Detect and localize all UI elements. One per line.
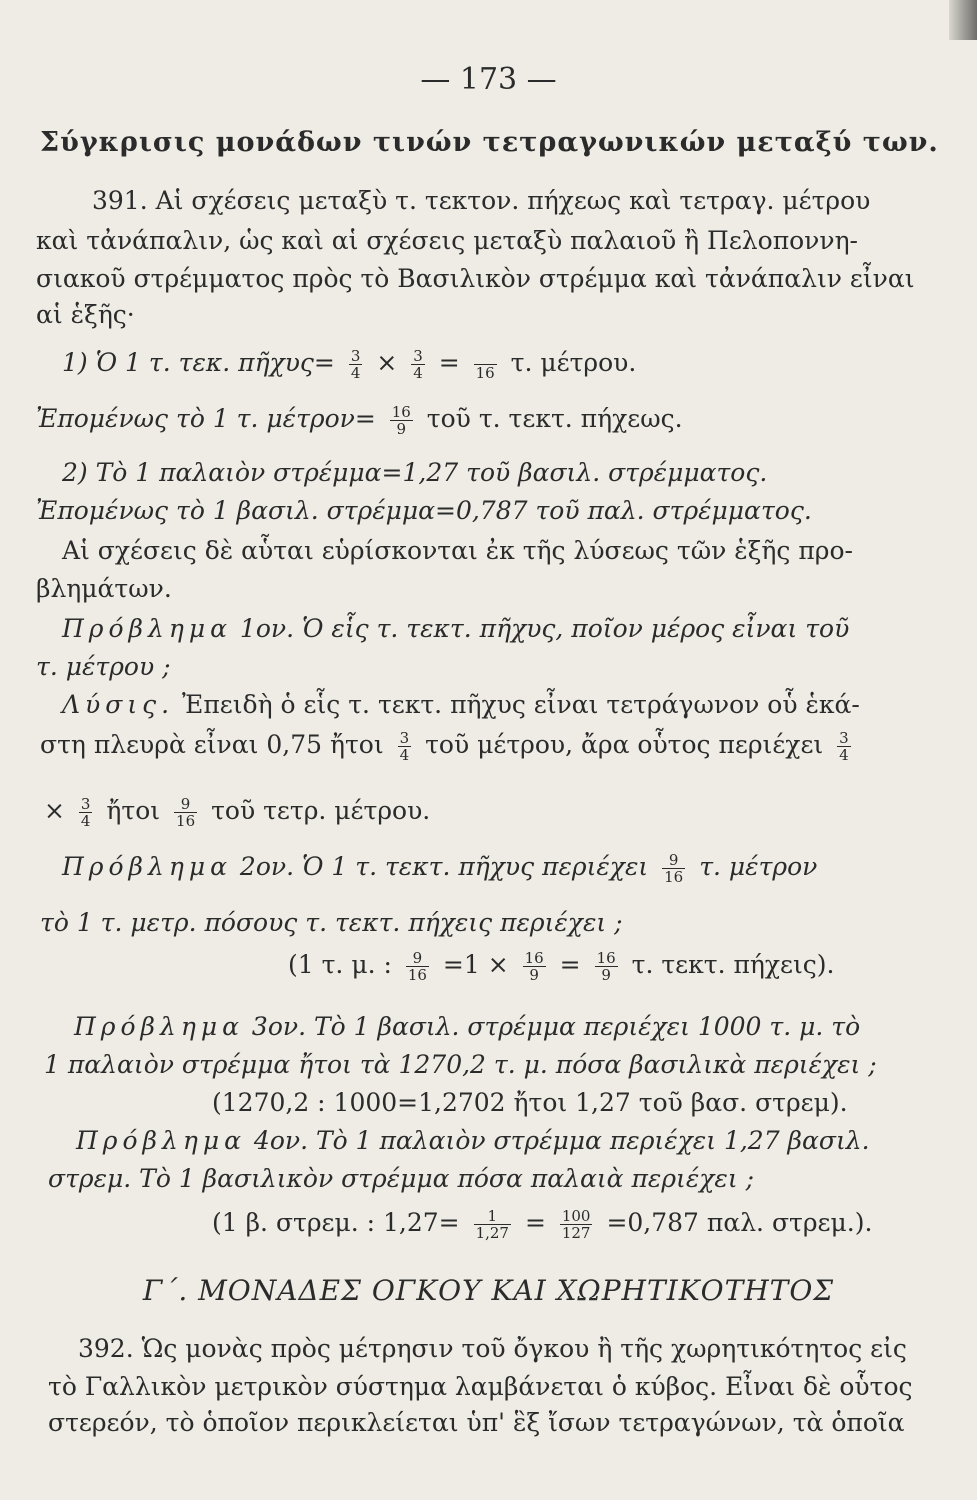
times-sign: × [376, 348, 398, 377]
paragraph-392-line-2: τὸ Γαλλικὸν μετρικὸν σύστημα λαμβάνεται ὁ κύβος. Εἶναι δὲ οὗτος [48, 1372, 913, 1401]
calc-text: (1 τ. μ. : [288, 950, 392, 979]
equation-1 [62, 348, 977, 381]
problem-label: Πρόβλημα [76, 1126, 246, 1155]
fraction: 16 [474, 348, 497, 381]
calc-text: τ. τεκτ. πήχεις). [631, 950, 835, 979]
problem-label: Πρόβλημα [74, 1012, 244, 1041]
problem-3-calculation: (1270,2 : 1000=1,2702 ἤτοι 1,27 τοῦ βασ. στρεμ). [212, 1088, 848, 1117]
paragraph-392-line-1: 392. Ὡς μονὰς πρὸς μέτρησιν τοῦ ὄγκου ἢ τῆς χωρητικότητος εἰς [78, 1334, 907, 1363]
problem-1-text: 1ον. Ὁ εἷς τ. τεκτ. πῆχυς, ποῖον μέρος εἶναι τοῦ [239, 614, 850, 643]
solution-text: στη πλευρὰ εἶναι 0,75 ἤτοι [40, 730, 384, 759]
relations-line-2: βλημάτων. [36, 574, 172, 603]
calc-text: =1 × [442, 950, 509, 979]
fraction: $\frac{3}{4}$ [839, 729, 849, 764]
fraction: $\frac{16}{9}$ [524, 949, 544, 984]
page-number: — 173 — [420, 62, 557, 97]
section-heading: Γ΄. ΜΟΝΑΔΕΣ ΟΓΚΟΥ ΚΑΙ ΧΩΡΗΤΙΚΟΤΗΤΟΣ [142, 1274, 835, 1307]
solution-1-line-1 [62, 690, 977, 719]
problem-4-text: 4ον. Τὸ 1 παλαιὸν στρέμμα περιέχει 1,27 βασιλ. [253, 1126, 870, 1155]
fraction: $\frac{16}{9}$ [391, 403, 411, 438]
fraction: $\frac{9}{16}$ [407, 949, 427, 984]
paragraph-392-line-3: στερεόν, τὸ ὁποῖον περικλείεται ὑπ' ἓξ ἴσων τετραγώνων, τὰ ὁποῖα [48, 1408, 905, 1437]
section-title: Σύγκρισις μονάδων τινών τετραγωνικών μεταξύ των. [40, 127, 939, 158]
fraction: $\frac{3}{4}$ [399, 729, 410, 764]
equation-1-unit: τ. μέτρου. [510, 348, 637, 377]
fraction: $\frac{3}{4}$ [350, 347, 361, 382]
paragraph-391-line-1: 391. Αἱ σχέσεις μεταξὺ τ. τεκτον. πήχεως καὶ τετραγ. μέτρου [92, 186, 871, 215]
equation-2: 2) Τὸ 1 παλαιὸν στρέμμα=1,27 τοῦ βασιλ. στρέμματος. [62, 458, 768, 487]
relations-line-1: Αἱ σχέσεις δὲ αὗται εὑρίσκονται ἐκ τῆς λύσεως τῶν ἑξῆς προ- [62, 536, 853, 565]
fraction: $\frac{100}{127}$ [561, 1207, 591, 1242]
problem-2-calculation [288, 950, 977, 983]
equation-1-text: 1) Ὁ 1 τ. τεκ. πῆχυς= [62, 348, 335, 377]
solution-1-text: Ἐπειδὴ ὁ εἷς τ. τεκτ. πῆχυς εἶναι τετράγωνον οὗ ἑκά- [182, 690, 860, 719]
problem-label: Πρόβλημα [62, 852, 232, 881]
fraction: $\frac{9}{16}$ [664, 851, 684, 886]
scan-edge-shadow [949, 0, 977, 40]
problem-4-calculation [212, 1208, 977, 1241]
problem-3-line-1 [74, 1012, 977, 1041]
problem-2-text: 2ον. Ὁ 1 τ. τεκτ. πῆχυς περιέχει [239, 852, 649, 881]
equation-1b-unit: τοῦ τ. τεκτ. πήχεως. [426, 404, 683, 433]
problem-3-text: 3ον. Τὸ 1 βασιλ. στρέμμα περιέχει 1000 τ. μ. τὸ [251, 1012, 861, 1041]
problem-2-text: τ. μέτρον [699, 852, 818, 881]
solution-label: Λύσις. [62, 690, 175, 719]
calc-text: = [524, 1208, 546, 1237]
paragraph-391-line-4: αἱ ἑξῆς· [36, 300, 135, 329]
fraction: $\frac{3}{4}$ [80, 795, 91, 830]
problem-3-line-2: 1 παλαιὸν στρέμμα ἤτοι τὰ 1270,2 τ. μ. πόσα βασιλικὰ περιέχει ; [44, 1050, 877, 1079]
fraction: $\frac{16}{9}$ [596, 949, 616, 984]
solution-1-line-2 [40, 730, 977, 763]
problem-2-line-1 [62, 852, 977, 885]
equals-sign: = [438, 348, 460, 377]
problem-1-line-2: τ. μέτρου ; [36, 652, 171, 681]
calc-text: (1 β. στρεμ. : 1,27= [212, 1208, 460, 1237]
fraction: $\frac{1}{1,27}$ [475, 1207, 509, 1242]
calc-text: = [559, 950, 581, 979]
times-sign: × [44, 796, 65, 825]
problem-4-line-1 [76, 1126, 977, 1155]
problem-1-line-1 [62, 614, 977, 643]
solution-1-line-3 [44, 796, 977, 829]
paragraph-391-line-3: σιακοῦ στρέμματος πρὸς τὸ Βασιλικὸν στρέμμα καὶ τἀνάπαλιν εἶναι [36, 264, 915, 293]
problem-4-line-2: στρεμ. Τὸ 1 βασιλικὸν στρέμμα πόσα παλαιὰ περιέχει ; [48, 1164, 754, 1193]
paragraph-391-line-2: καὶ τἀνάπαλιν, ὡς καὶ αἱ σχέσεις μεταξὺ παλαιοῦ ἢ Πελοποννη- [36, 226, 858, 255]
problem-label: Πρόβλημα [62, 614, 232, 643]
equation-1b-text: Ἐπομένως τὸ 1 τ. μέτρον= [36, 404, 376, 433]
equation-2b: Ἐπομένως τὸ 1 βασιλ. στρέμμα=0,787 τοῦ παλ. στρέμματος. [36, 496, 812, 525]
fraction: $\frac{9}{16}$ [176, 795, 196, 830]
equation-1b [36, 404, 977, 437]
solution-text: ἤτοι [106, 796, 161, 825]
calc-text: =0,787 παλ. στρεμ.). [606, 1208, 873, 1237]
solution-text: τοῦ μέτρου, ἄρα οὗτος περιέχει [425, 730, 824, 759]
problem-2-line-2: τὸ 1 τ. μετρ. πόσους τ. τεκτ. πήχεις περιέχει ; [40, 908, 623, 937]
solution-text: τοῦ τετρ. μέτρου. [211, 796, 431, 825]
fraction: $\frac{3}{4}$ [413, 347, 423, 382]
